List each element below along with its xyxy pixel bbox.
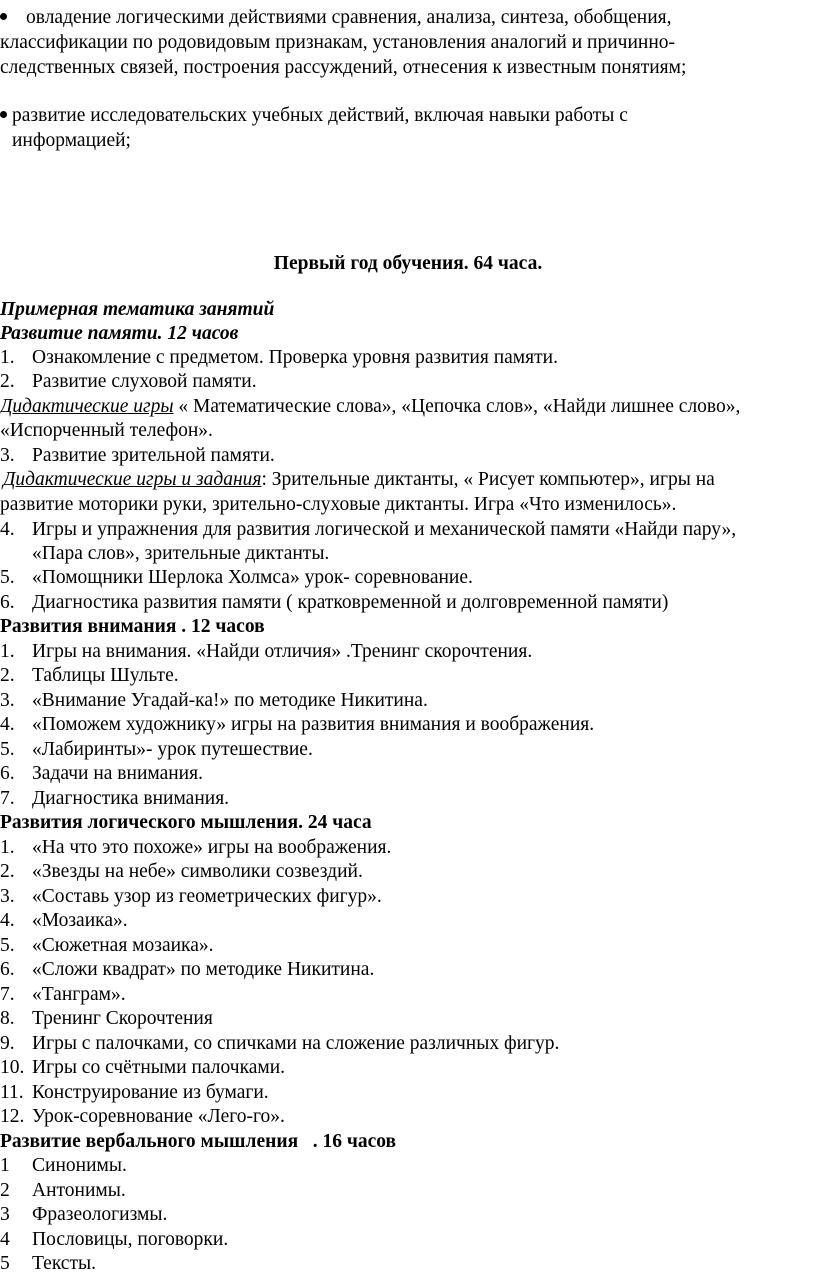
- bullet-1-line-1: овладение логическими действиями сравнения, анализа, синтеза, обобщения,: [26, 7, 672, 28]
- bullet-1-line-3: следственных связей, построения рассуждений, отнесения к известным понятиям;: [0, 57, 687, 78]
- bullet-1-line-2: классификации по родовидовым признакам, установления аналогий и причинно-: [0, 32, 676, 53]
- section-heading-attention: Развития внимания . 12 часов: [0, 616, 265, 637]
- bullet-2-line-2: информацией;: [12, 130, 131, 151]
- didactic-games-2-cont: развитие моторики руки, зрительно-слуховые диктанты. Игра «Что изменилось».: [0, 494, 677, 515]
- didactic-games-2: Дидактические игры и задания: Зрительные диктанты, « Рисует компьютер», игры на: [3, 469, 715, 490]
- list-item-cont: «Пара слов», зрительные диктанты.: [32, 543, 330, 564]
- bullet-icon: [0, 6, 7, 30]
- subtitle: Примерная тематика занятий: [0, 299, 275, 320]
- page-title: Первый год обучения. 64 часа.: [273, 253, 543, 274]
- section-heading-verbal: Развитие вербального мышления . 16 часов: [0, 1131, 397, 1152]
- bullet-icon: [0, 104, 7, 128]
- bullet-2-line-1: развитие исследовательских учебных действий, включая навыки работы с: [12, 105, 628, 126]
- didactic-games-1-cont: «Испорченный телефон».: [0, 420, 213, 441]
- section-heading-memory: Развитие памяти. 12 часов: [0, 323, 239, 344]
- section-heading-logic: Развития логического мышления. 24 часа: [0, 812, 372, 833]
- didactic-games-1: Дидактические игры « Математические слова», «Цепочка слов», «Найди лишнее слово»,: [0, 396, 741, 417]
